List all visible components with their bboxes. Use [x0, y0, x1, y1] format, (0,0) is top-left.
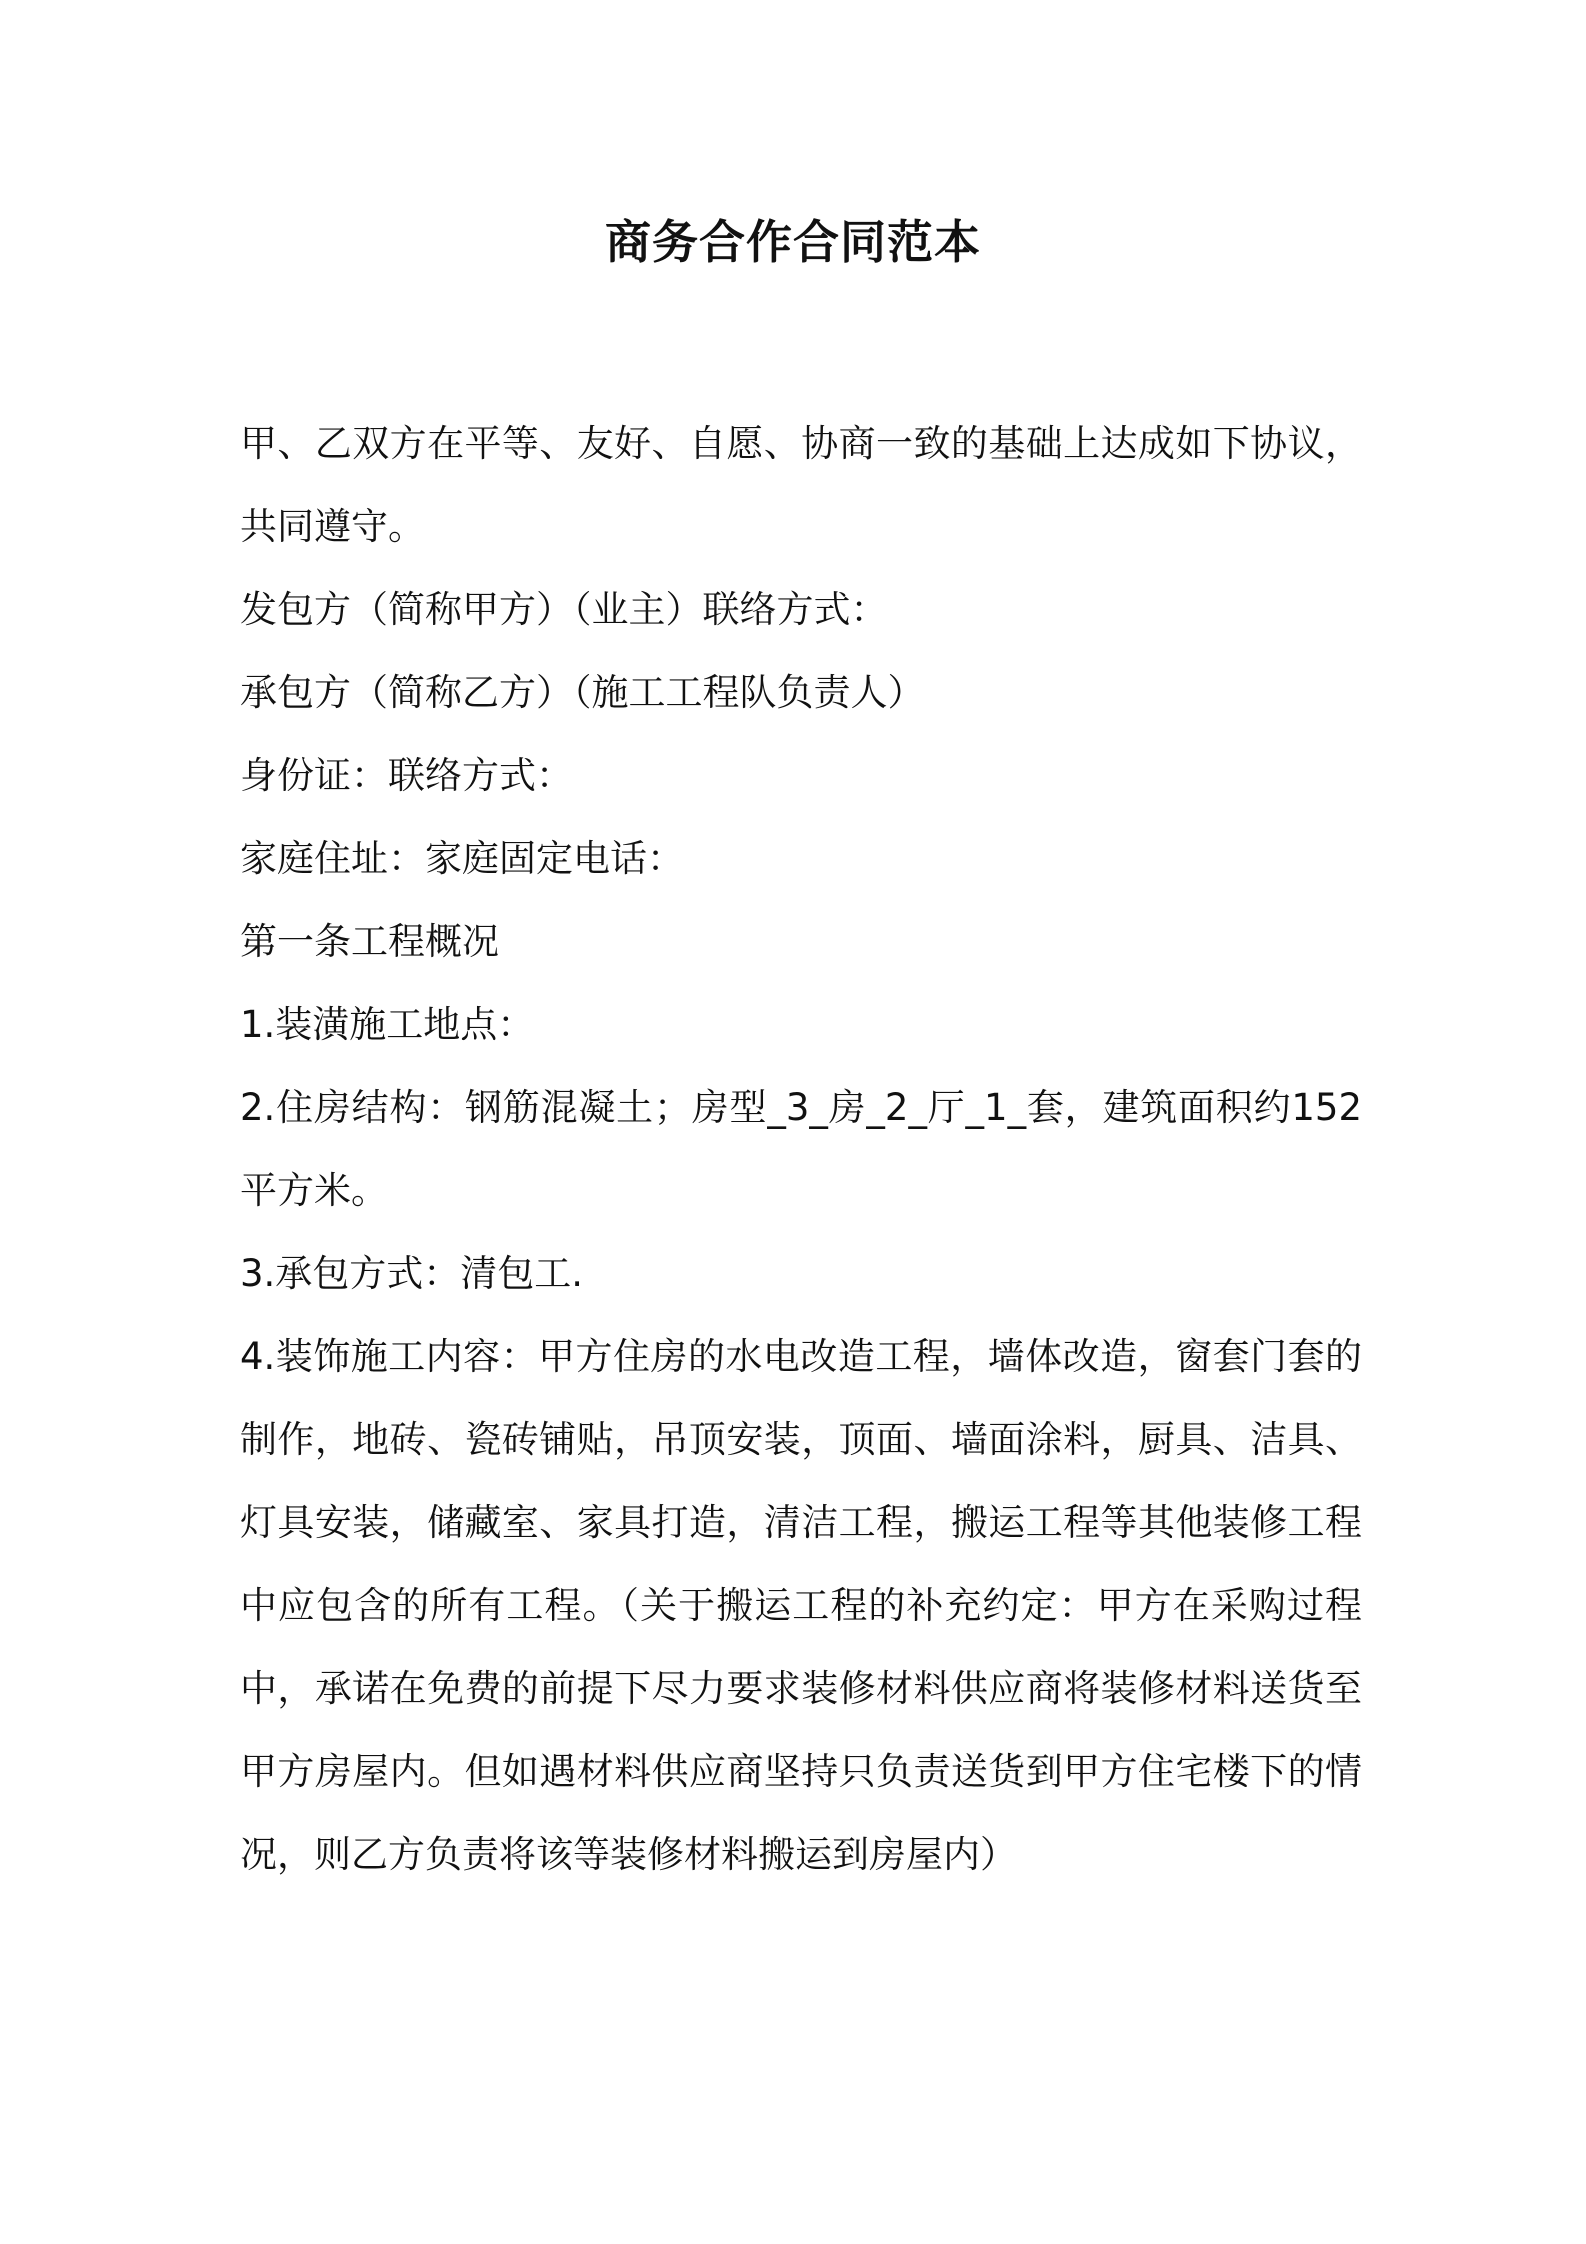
paragraph-id-contact: 身份证：联络方式： [240, 754, 573, 797]
paragraph-item-1-location: 1.装潢施工地点： [240, 1003, 535, 1046]
paragraph-item-4-scope: 4.装饰施工内容：甲方住房的水电改造工程，墙体改造，窗套门套的制作，地砖、瓷砖铺贴，吊顶安装，顶面、墙面涂料，厨具、洁具、灯具安装，储藏室、家具打造，清洁工程，搬运工程等其他装修工程中应包含的所有工程。（关于搬运工程的补充约定：甲方在采购过程中，承诺在免费的前提下尽力要求装修材料供应商将装修材料送货至甲方房屋内。但如遇材料供应商坚持只负责送货到甲方住宅楼下的情况，则乙方负责将该等装修材料搬运到房屋内） [240, 1335, 1362, 1876]
paragraph-article-1-heading: 第一条工程概况 [240, 920, 499, 963]
paragraph-party-b: 承包方（简称乙方）（施工工程队负责人） [240, 671, 925, 714]
document-body [240, 402, 1374, 1896]
paragraph-party-a: 发包方（简称甲方）（业主）联络方式： [240, 588, 888, 631]
paragraph-preamble: 甲、乙双方在平等、友好、自愿、协商一致的基础上达成如下协议，共同遵守。 [240, 422, 1362, 548]
document-title: 商务合作合同范本 [605, 215, 981, 269]
paragraph-address-phone: 家庭住址：家庭固定电话： [240, 837, 684, 880]
paragraph-item-2-structure: 2.住房结构：钢筋混凝土；房型_3_房_2_厅_1_套，建筑面积约152 平方米。 [240, 1086, 1374, 1212]
paragraph-item-3-contract-mode: 3.承包方式：清包工. [240, 1252, 584, 1295]
